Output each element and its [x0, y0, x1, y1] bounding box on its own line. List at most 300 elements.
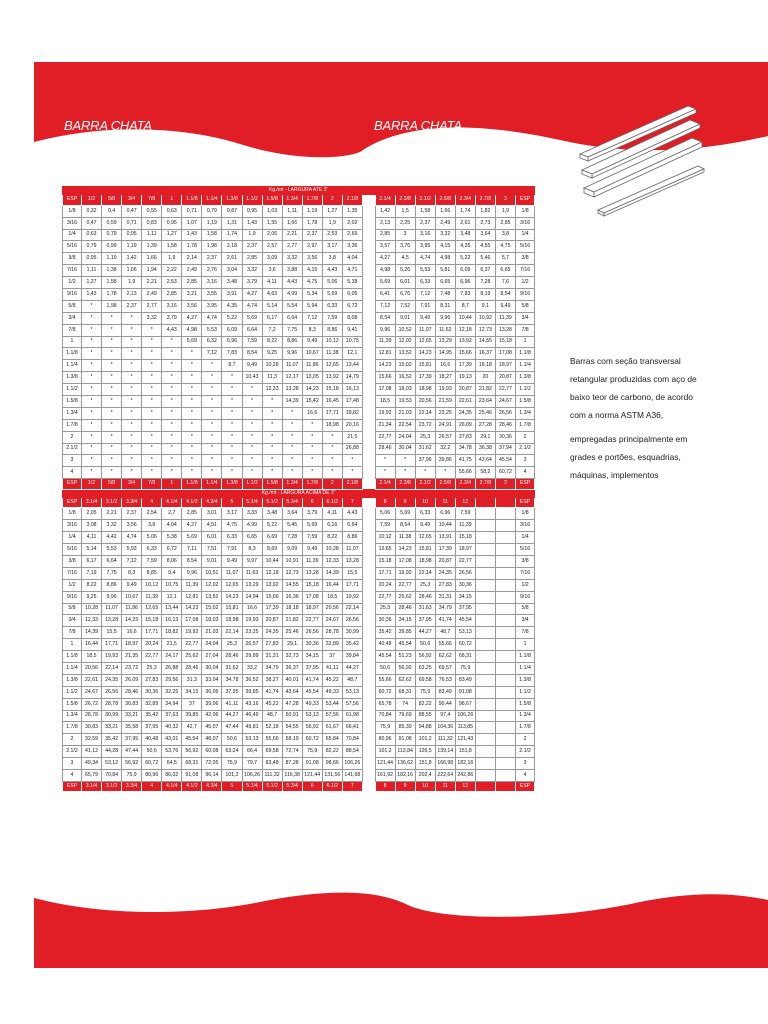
- table-cell: [475, 556, 495, 568]
- table-cell: *: [102, 407, 122, 419]
- table-cell: 2.1/2: [63, 443, 82, 455]
- weight-table-grid: [62, 186, 535, 792]
- table-cell: 1,31: [222, 217, 242, 229]
- table-cell: 106,26: [242, 770, 262, 782]
- table-cell: 1,58: [102, 277, 122, 289]
- table-cell: 14,94: [242, 591, 262, 603]
- table-cell: 54,55: [282, 722, 302, 734]
- table-cell: 12,33: [322, 556, 342, 568]
- table-cell: 13,52: [395, 348, 415, 360]
- table-cell: *: [142, 384, 162, 396]
- table-cell: 66,4: [242, 746, 262, 758]
- table-cell: *: [202, 467, 222, 479]
- table-cell: 8,54: [375, 312, 395, 324]
- header-cell: 8: [375, 498, 395, 508]
- table-cell: 33,04: [202, 674, 222, 686]
- table-cell: 8,86: [282, 336, 302, 348]
- table-cell: 26,88: [162, 663, 182, 675]
- table-cell: [362, 312, 375, 324]
- table-cell: 79,69: [395, 710, 415, 722]
- table-cell: 16,6: [435, 360, 455, 372]
- table-cell: 1,07: [182, 217, 202, 229]
- table-cell: 4,15: [302, 265, 322, 277]
- table-cell: 70,84: [102, 770, 122, 782]
- table-cell: 15,42: [302, 396, 322, 408]
- table-cell: 35,42: [142, 710, 162, 722]
- table-cell: 1,74: [455, 205, 475, 217]
- table-cell: 4,98: [435, 253, 455, 265]
- table-cell: 45,22: [262, 698, 282, 710]
- table-cell: *: [182, 455, 202, 467]
- table-cell: 12,73: [282, 567, 302, 579]
- table-cell: *: [122, 312, 142, 324]
- table-cell: 6,05: [342, 289, 362, 301]
- table-cell: 75,9: [122, 770, 142, 782]
- table-cell: 1: [515, 639, 534, 651]
- table-cell: *: [82, 419, 102, 431]
- table-cell: 15,18: [142, 615, 162, 627]
- table-row: [63, 348, 535, 360]
- table-cell: 62,62: [435, 651, 455, 663]
- table-cell: 69,57: [435, 663, 455, 675]
- table-cell: 0,4: [102, 205, 122, 217]
- table-cell: 53,13: [342, 686, 362, 698]
- table-cell: 1,66: [142, 253, 162, 265]
- table-cell: 2: [515, 734, 534, 746]
- table-cell: 24,35: [435, 567, 455, 579]
- table-cell: [362, 579, 375, 591]
- table-cell: 6,01: [395, 277, 415, 289]
- table-cell: 16,44: [322, 579, 342, 591]
- table-cell: 75,9: [222, 758, 242, 770]
- table-cell: 182,16: [455, 758, 475, 770]
- table-cell: 7,59: [455, 508, 475, 520]
- table-cell: 11,63: [242, 567, 262, 579]
- table-cell: *: [82, 467, 102, 479]
- table-cell: 4: [515, 467, 534, 479]
- table-cell: 3/8: [515, 253, 534, 265]
- table-cell: 17,48: [342, 396, 362, 408]
- table-cell: 0,47: [82, 217, 102, 229]
- table-cell: 1,58: [415, 205, 435, 217]
- table-cell: *: [122, 324, 142, 336]
- table-cell: 74: [395, 698, 415, 710]
- table-cell: [362, 674, 375, 686]
- table-cell: [475, 758, 495, 770]
- flat-bar-illustration: [578, 104, 706, 226]
- table-cell: 49,33: [322, 686, 342, 698]
- table-cell: 24,67: [82, 686, 102, 698]
- table-cell: 48,7: [262, 710, 282, 722]
- table-cell: 6,65: [242, 532, 262, 544]
- header-cell: 4: [142, 781, 162, 791]
- table-cell: 1/2: [515, 277, 534, 289]
- table-caption: Kg./mt - LARGURA ATÉ 3": [63, 187, 535, 195]
- table-cell: 20,56: [415, 396, 435, 408]
- table-cell: 19,92: [182, 627, 202, 639]
- table-cell: 18,97: [122, 639, 142, 651]
- table-cell: [475, 770, 495, 782]
- table-cell: [362, 431, 375, 443]
- table-cell: [362, 265, 375, 277]
- table-cell: 30,99: [342, 627, 362, 639]
- description-paragraph-2: empregadas principalmente em grades e portões, esquadrias, máquinas, implementos: [570, 434, 688, 480]
- table-cell: 4,98: [375, 265, 395, 277]
- table-cell: 12,33: [262, 384, 282, 396]
- table-cell: 1.3/8: [63, 674, 82, 686]
- table-cell: 47,28: [282, 698, 302, 710]
- table-cell: [475, 639, 495, 651]
- header-cell: 4.3/4: [202, 781, 222, 791]
- table-cell: *: [202, 384, 222, 396]
- table-cell: 5,46: [475, 253, 495, 265]
- table-cell: 2,85: [375, 229, 395, 241]
- table-cell: 151,8: [455, 746, 475, 758]
- table-row: [63, 579, 535, 591]
- table-cell: 3,55: [202, 289, 222, 301]
- table-cell: [475, 686, 495, 698]
- table-cell: 9/16: [63, 289, 82, 301]
- table-cell: *: [102, 419, 122, 431]
- table-cell: *: [142, 324, 162, 336]
- table-cell: 13,28: [102, 615, 122, 627]
- table-cell: *: [435, 467, 455, 479]
- table-cell: 1,66: [282, 217, 302, 229]
- table-cell: [475, 508, 495, 520]
- table-cell: 5,69: [242, 312, 262, 324]
- table-cell: 151,8: [415, 758, 435, 770]
- table-cell: 6,17: [82, 556, 102, 568]
- table-cell: 26,56: [102, 686, 122, 698]
- header-cell: 2.1/2: [415, 479, 435, 489]
- table-cell: *: [202, 419, 222, 431]
- table-cell: 14,55: [475, 336, 495, 348]
- table-cell: 3/8: [63, 556, 82, 568]
- table-cell: 8,54: [242, 348, 262, 360]
- table-cell: 34,79: [262, 663, 282, 675]
- table-cell: [495, 710, 515, 722]
- weight-table: [62, 186, 534, 862]
- table-cell: 1,5: [395, 205, 415, 217]
- table-cell: 39,85: [182, 710, 202, 722]
- header-cell: 8: [375, 781, 395, 791]
- table-cell: [475, 698, 495, 710]
- table-cell: *: [222, 455, 242, 467]
- header-cell: 9: [395, 781, 415, 791]
- table-cell: 75,9: [455, 663, 475, 675]
- table-cell: 0,32: [82, 205, 102, 217]
- table-cell: [362, 639, 375, 651]
- table-cell: *: [242, 407, 262, 419]
- table-row: [63, 300, 535, 312]
- table-cell: 6,09: [222, 324, 242, 336]
- header-cell: 4.1/2: [182, 498, 202, 508]
- table-cell: 22,77: [455, 556, 475, 568]
- header-cell: 3.1/4: [82, 781, 102, 791]
- table-cell: *: [142, 443, 162, 455]
- table-cell: 3/4: [63, 615, 82, 627]
- table-cell: *: [222, 431, 242, 443]
- table-cell: 4,74: [415, 253, 435, 265]
- table-cell: 11,07: [222, 567, 242, 579]
- table-cell: 5,94: [302, 300, 322, 312]
- table-cell: 57,56: [322, 710, 342, 722]
- table-cell: 6,65: [435, 277, 455, 289]
- table-cell: 44,27: [415, 627, 435, 639]
- table-cell: 60,72: [495, 467, 515, 479]
- table-cell: 10,52: [395, 324, 415, 336]
- table-cell: 1.1/8: [63, 651, 82, 663]
- table-cell: 13,28: [342, 556, 362, 568]
- table-cell: [495, 579, 515, 591]
- table-cell: 16,13: [342, 384, 362, 396]
- table-cell: 7/16: [63, 265, 82, 277]
- table-cell: [362, 710, 375, 722]
- table-cell: [362, 627, 375, 639]
- table-cell: 1,03: [262, 205, 282, 217]
- table-cell: 3,32: [242, 265, 262, 277]
- table-cell: 9,49: [302, 336, 322, 348]
- table-row: [63, 663, 535, 675]
- table-cell: 8,19: [475, 289, 495, 301]
- table-cell: 14,23: [122, 615, 142, 627]
- table-cell: 26,56: [495, 407, 515, 419]
- table-cell: 0,79: [82, 241, 102, 253]
- table-cell: 9,49: [415, 520, 435, 532]
- table-cell: [495, 591, 515, 603]
- table-cell: 34,79: [435, 603, 455, 615]
- table-cell: 7,51: [202, 544, 222, 556]
- table-cell: 12,02: [395, 336, 415, 348]
- table-cell: 3,04: [222, 265, 242, 277]
- table-cell: 24,04: [202, 639, 222, 651]
- table-cell: *: [102, 384, 122, 396]
- table-cell: 11,39: [142, 591, 162, 603]
- table-cell: 3,32: [435, 229, 455, 241]
- table-cell: 16,52: [395, 372, 415, 384]
- table-cell: 3,76: [395, 241, 415, 253]
- table-cell: 15,18: [375, 556, 395, 568]
- table-cell: 1,43: [242, 217, 262, 229]
- table-cell: 1,27: [322, 205, 342, 217]
- table-cell: *: [162, 396, 182, 408]
- table-cell: 9,96: [375, 324, 395, 336]
- table-cell: 39,86: [435, 455, 455, 467]
- table-cell: 4,11: [82, 532, 102, 544]
- table-cell: 1,35: [342, 205, 362, 217]
- table-cell: 30,83: [82, 722, 102, 734]
- table-cell: 23,25: [242, 627, 262, 639]
- table-cell: *: [182, 443, 202, 455]
- table-cell: 44,27: [222, 710, 242, 722]
- table-cell: *: [102, 467, 122, 479]
- table-cell: 21,5: [342, 431, 362, 443]
- table-cell: 53,13: [455, 627, 475, 639]
- table-cell: *: [202, 443, 222, 455]
- table-cell: 41,12: [82, 746, 102, 758]
- table-cell: 34,15: [302, 651, 322, 663]
- table-cell: 2,37: [122, 508, 142, 520]
- table-cell: *: [102, 336, 122, 348]
- table-cell: 16,37: [475, 348, 495, 360]
- header-cell: 5.3/4: [282, 498, 302, 508]
- table-cell: [475, 520, 495, 532]
- table-row: [63, 419, 535, 431]
- table-row: [63, 532, 535, 544]
- table-cell: *: [122, 407, 142, 419]
- table-cell: 31,62: [415, 443, 435, 455]
- table-cell: *: [262, 396, 282, 408]
- table-cell: 2,54: [142, 508, 162, 520]
- table-cell: 1,74: [222, 229, 242, 241]
- table-cell: 82,22: [322, 746, 342, 758]
- table-cell: 5,22: [455, 253, 475, 265]
- table-cell: 4,75: [302, 277, 322, 289]
- table-cell: 11,39: [375, 336, 395, 348]
- table-cell: 8,7: [455, 300, 475, 312]
- table-cell: 47,44: [122, 746, 142, 758]
- table-cell: 23,64: [475, 396, 495, 408]
- table-cell: [362, 384, 375, 396]
- header-cell: 1.1/8: [182, 195, 202, 205]
- table-cell: 2,53: [322, 229, 342, 241]
- table-cell: 3,48: [222, 277, 242, 289]
- header-cell: 2.7/8: [475, 479, 495, 489]
- table-cell: [495, 746, 515, 758]
- table-cell: 1,11: [282, 205, 302, 217]
- table-cell: 0,83: [142, 217, 162, 229]
- table-cell: 1.7/8: [515, 419, 534, 431]
- table-row: [63, 544, 535, 556]
- table-cell: 9,01: [202, 556, 222, 568]
- table-cell: 32,25: [162, 686, 182, 698]
- table-cell: 2.1/2: [515, 443, 534, 455]
- header-cell: 7/8: [142, 479, 162, 489]
- table-cell: 9,49: [495, 300, 515, 312]
- table-cell: 18,98: [415, 384, 435, 396]
- table-cell: *: [302, 431, 322, 443]
- table-cell: 29,1: [282, 639, 302, 651]
- table-cell: 53,13: [242, 734, 262, 746]
- header-cell: 3.3/4: [122, 781, 142, 791]
- table-cell: 13,28: [282, 384, 302, 396]
- table-cell: 1.3/8: [515, 372, 534, 384]
- table-cell: 22,77: [182, 639, 202, 651]
- table-cell: *: [222, 467, 242, 479]
- table-cell: 2.1/2: [63, 746, 82, 758]
- table-cell: 18,27: [435, 372, 455, 384]
- table-cell: 0,79: [102, 229, 122, 241]
- table-cell: *: [122, 372, 142, 384]
- table-cell: [495, 651, 515, 663]
- table-cell: *: [82, 372, 102, 384]
- table-cell: [362, 663, 375, 675]
- table-cell: [495, 615, 515, 627]
- table-cell: 4,27: [242, 289, 262, 301]
- table-cell: 72,05: [202, 758, 222, 770]
- table-cell: 45,22: [322, 674, 342, 686]
- table-cell: 47,44: [222, 722, 242, 734]
- table-cell: 91,08: [302, 758, 322, 770]
- table-cell: [362, 372, 375, 384]
- table-row: [63, 277, 535, 289]
- table-cell: 22,14: [102, 663, 122, 675]
- table-cell: 1/8: [63, 205, 82, 217]
- table-cell: 202,4: [415, 770, 435, 782]
- table-cell: 3: [515, 758, 534, 770]
- table-cell: 10,44: [435, 520, 455, 532]
- header-cell: 3: [495, 195, 515, 205]
- table-cell: 21,82: [475, 384, 495, 396]
- table-cell: 17,71: [102, 639, 122, 651]
- table-cell: 5,53: [202, 324, 222, 336]
- table-cell: 1.5/8: [515, 698, 534, 710]
- header-cell: 1.3/4: [282, 479, 302, 489]
- table-cell: [495, 603, 515, 615]
- table-cell: 6,09: [455, 265, 475, 277]
- table-cell: 3,8: [142, 520, 162, 532]
- table-cell: *: [182, 419, 202, 431]
- table-cell: 4,98: [182, 324, 202, 336]
- table-cell: 8,06: [162, 556, 182, 568]
- table-cell: 26,09: [122, 674, 142, 686]
- table-cell: 39,85: [395, 627, 415, 639]
- table-cell: 15,18: [322, 384, 342, 396]
- table-cell: 41,11: [322, 663, 342, 675]
- table-cell: *: [262, 455, 282, 467]
- table-cell: 2,37: [122, 300, 142, 312]
- table-cell: 10,51: [202, 567, 222, 579]
- table-cell: [362, 217, 375, 229]
- table-cell: 7,12: [202, 348, 222, 360]
- table-cell: 28,78: [82, 710, 102, 722]
- table-row: [63, 384, 535, 396]
- table-cell: 9,49: [415, 312, 435, 324]
- table-cell: 3/4: [515, 615, 534, 627]
- table-cell: *: [82, 407, 102, 419]
- header-cell: 2.5/8: [435, 479, 455, 489]
- table-cell: 15,18: [455, 532, 475, 544]
- table-cell: *: [122, 467, 142, 479]
- table-cell: 18,98: [322, 419, 342, 431]
- table-cell: 61,98: [342, 710, 362, 722]
- table-cell: 10,91: [282, 556, 302, 568]
- table-cell: *: [82, 396, 102, 408]
- table-cell: *: [262, 431, 282, 443]
- table-cell: 1.1/8: [515, 348, 534, 360]
- table-cell: 3,17: [322, 241, 342, 253]
- table-cell: 18,5: [375, 396, 395, 408]
- table-cell: *: [122, 419, 142, 431]
- table-cell: 1.1/4: [515, 663, 534, 675]
- table-cell: 25,46: [282, 627, 302, 639]
- table-cell: 8,22: [262, 336, 282, 348]
- table-cell: 2,13: [122, 289, 142, 301]
- table-cell: 7,52: [395, 300, 415, 312]
- header-cell: 2.1/4: [375, 195, 395, 205]
- table-cell: *: [262, 419, 282, 431]
- table-row: [63, 443, 535, 455]
- table-cell: *: [122, 455, 142, 467]
- table-cell: 22,54: [395, 419, 415, 431]
- table-cell: 24,91: [435, 419, 455, 431]
- table-cell: 35,58: [122, 722, 142, 734]
- table-cell: *: [262, 407, 282, 419]
- header-cell: [362, 479, 375, 489]
- table-cell: 1.7/8: [63, 722, 82, 734]
- table-cell: 22,14: [415, 407, 435, 419]
- table-cell: 23,72: [122, 663, 142, 675]
